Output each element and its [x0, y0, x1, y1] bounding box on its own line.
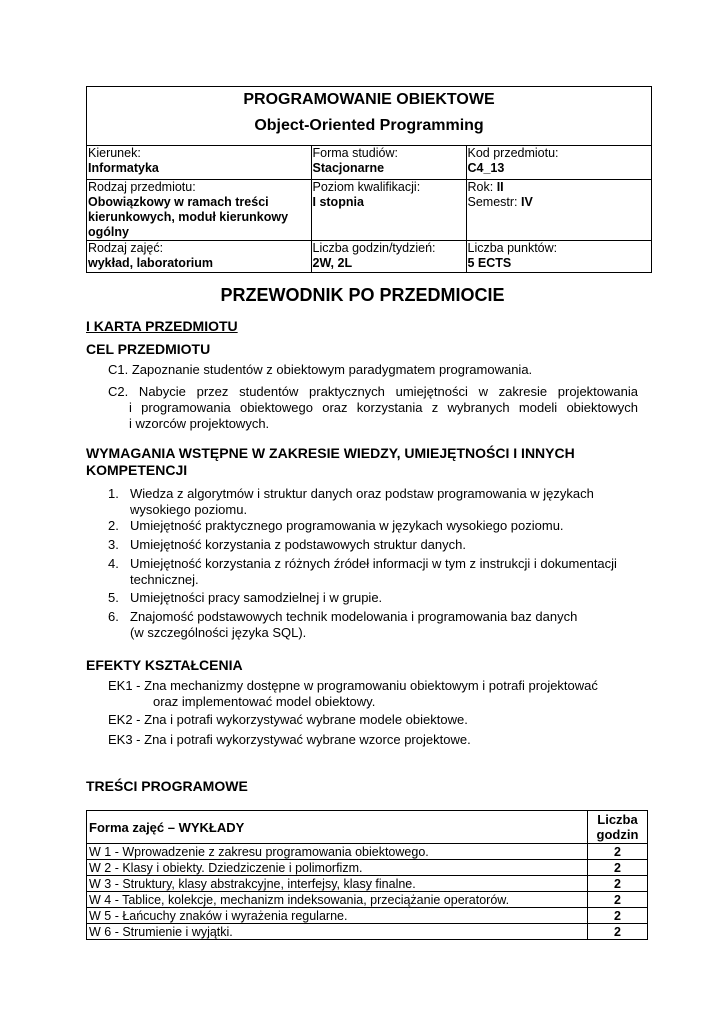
list-item: 4. Umiejętność korzystania z różnych źródeł informacji w tym z instrukcji i dokumentacji technicznej.: [108, 556, 617, 587]
outcome-ek1-line1: EK1 - Zna mechanizmy dostępne w programowaniu obiektowym i potrafi projektować: [108, 678, 598, 693]
info-cell-field: Kierunek: Informatyka: [87, 146, 311, 179]
course-info-table: [87, 146, 651, 272]
table-row: W 1 - Wprowadzenie z zakresu programowania obiektowego. 2: [87, 844, 648, 860]
info-row: [87, 146, 651, 179]
list-item: 3. Umiejętność korzystania z podstawowych struktur danych.: [108, 537, 466, 552]
table-row: W 3 - Struktury, klasy abstrakcyjne, interfejsy, klasy finalne. 2: [87, 876, 648, 892]
table-row: W 2 - Klasy i obiekty. Dziedziczenie i polimorfizm. 2: [87, 860, 648, 876]
list-item: 5. Umiejętności pracy samodzielnej i w grupie.: [108, 590, 383, 605]
table-row: W 6 - Strumienie i wyjątki. 2: [87, 924, 648, 940]
table-header-row: [87, 811, 648, 844]
table-row: W 4 - Tablice, kolekcje, mechanizm indeksowania, przeciążanie operatorów. 2: [87, 892, 648, 908]
list-item: 6. Znajomość podstawowych technik modelowania i programowania baz danych (w szczególności języka SQL).: [108, 609, 578, 640]
course-title-block: [87, 87, 651, 146]
goal-c2-line3: i wzorców projektowych.: [129, 416, 270, 431]
info-cell-course-type: Rodzaj przedmiotu: Obowiązkowy w ramach treści kierunkowych, moduł kierunkowy ogólny: [87, 179, 311, 240]
goal-c2-line1: C2. Nabycie przez studentów praktycznych umiejętności w zakresie projektowania: [108, 384, 638, 399]
requirements-heading-line1: WYMAGANIA WSTĘPNE W ZAKRESIE WIEDZY, UMIEJĘTNOŚCI I INNYCH: [86, 445, 575, 461]
outcome-ek2: EK2 - Zna i potrafi wykorzystywać wybrane modele obiektowe.: [108, 712, 468, 727]
info-cell-course-code: Kod przedmiotu: C4_13: [466, 146, 651, 179]
list-item: 2. Umiejętność praktycznego programowania w językach wysokiego poziomu.: [108, 518, 564, 533]
info-cell-study-form: Forma studiów: Stacjonarne: [311, 146, 466, 179]
outcome-ek3: EK3 - Zna i potrafi wykorzystywać wybrane wzorce projektowe.: [108, 732, 471, 747]
course-title-pl: PROGRAMOWANIE OBIEKTOWE: [243, 91, 495, 108]
info-cell-hours-per-week: Liczba godzin/tydzień: 2W, 2L: [311, 240, 466, 272]
course-title-en: Object-Oriented Programming: [254, 117, 484, 134]
requirements-heading-line2: KOMPETENCJI: [86, 462, 188, 478]
guide-title: PRZEWODNIK PO PRZEDMIOCIE: [220, 285, 505, 305]
table-row: W 5 - Łańcuchy znaków i wyrażenia regularne. 2: [87, 908, 648, 924]
lectures-form-header: Forma zajęć – WYKŁADY: [87, 811, 588, 844]
content-heading: TREŚCI PROGRAMOWE: [86, 778, 248, 794]
outcomes-heading: EFEKTY KSZTAŁCENIA: [86, 657, 243, 673]
info-cell-ects: Liczba punktów: 5 ECTS: [466, 240, 651, 272]
info-row: [87, 240, 651, 272]
list-item: 1. Wiedza z algorytmów i struktur danych oraz podstaw programowania w językach wysokiego poziomu.: [108, 486, 594, 517]
goal-c2-line2: i programowania obiektowego oraz korzystania z wybranych modeli obiektowych: [129, 400, 638, 415]
goal-heading: CEL PRZEDMIOTU: [86, 341, 211, 357]
requirements-list: [108, 486, 648, 641]
info-cell-qualification: Poziom kwalifikacji: I stopnia: [311, 179, 466, 240]
info-cell-year-semester: Rok: II Semestr: IV: [466, 179, 651, 240]
goal-c1: C1. Zapoznanie studentów z obiektowym paradygmatem programowania.: [108, 362, 533, 377]
info-cell-class-type: Rodzaj zajęć: wykład, laboratorium: [87, 240, 311, 272]
card-title: I KARTA PRZEDMIOTU: [86, 318, 238, 334]
lectures-table: [86, 810, 648, 940]
info-row: [87, 179, 651, 240]
course-header: [86, 86, 652, 273]
hours-header: Liczba godzin: [588, 811, 648, 844]
outcome-ek1-line2: oraz implementować model obiektowy.: [153, 694, 376, 709]
